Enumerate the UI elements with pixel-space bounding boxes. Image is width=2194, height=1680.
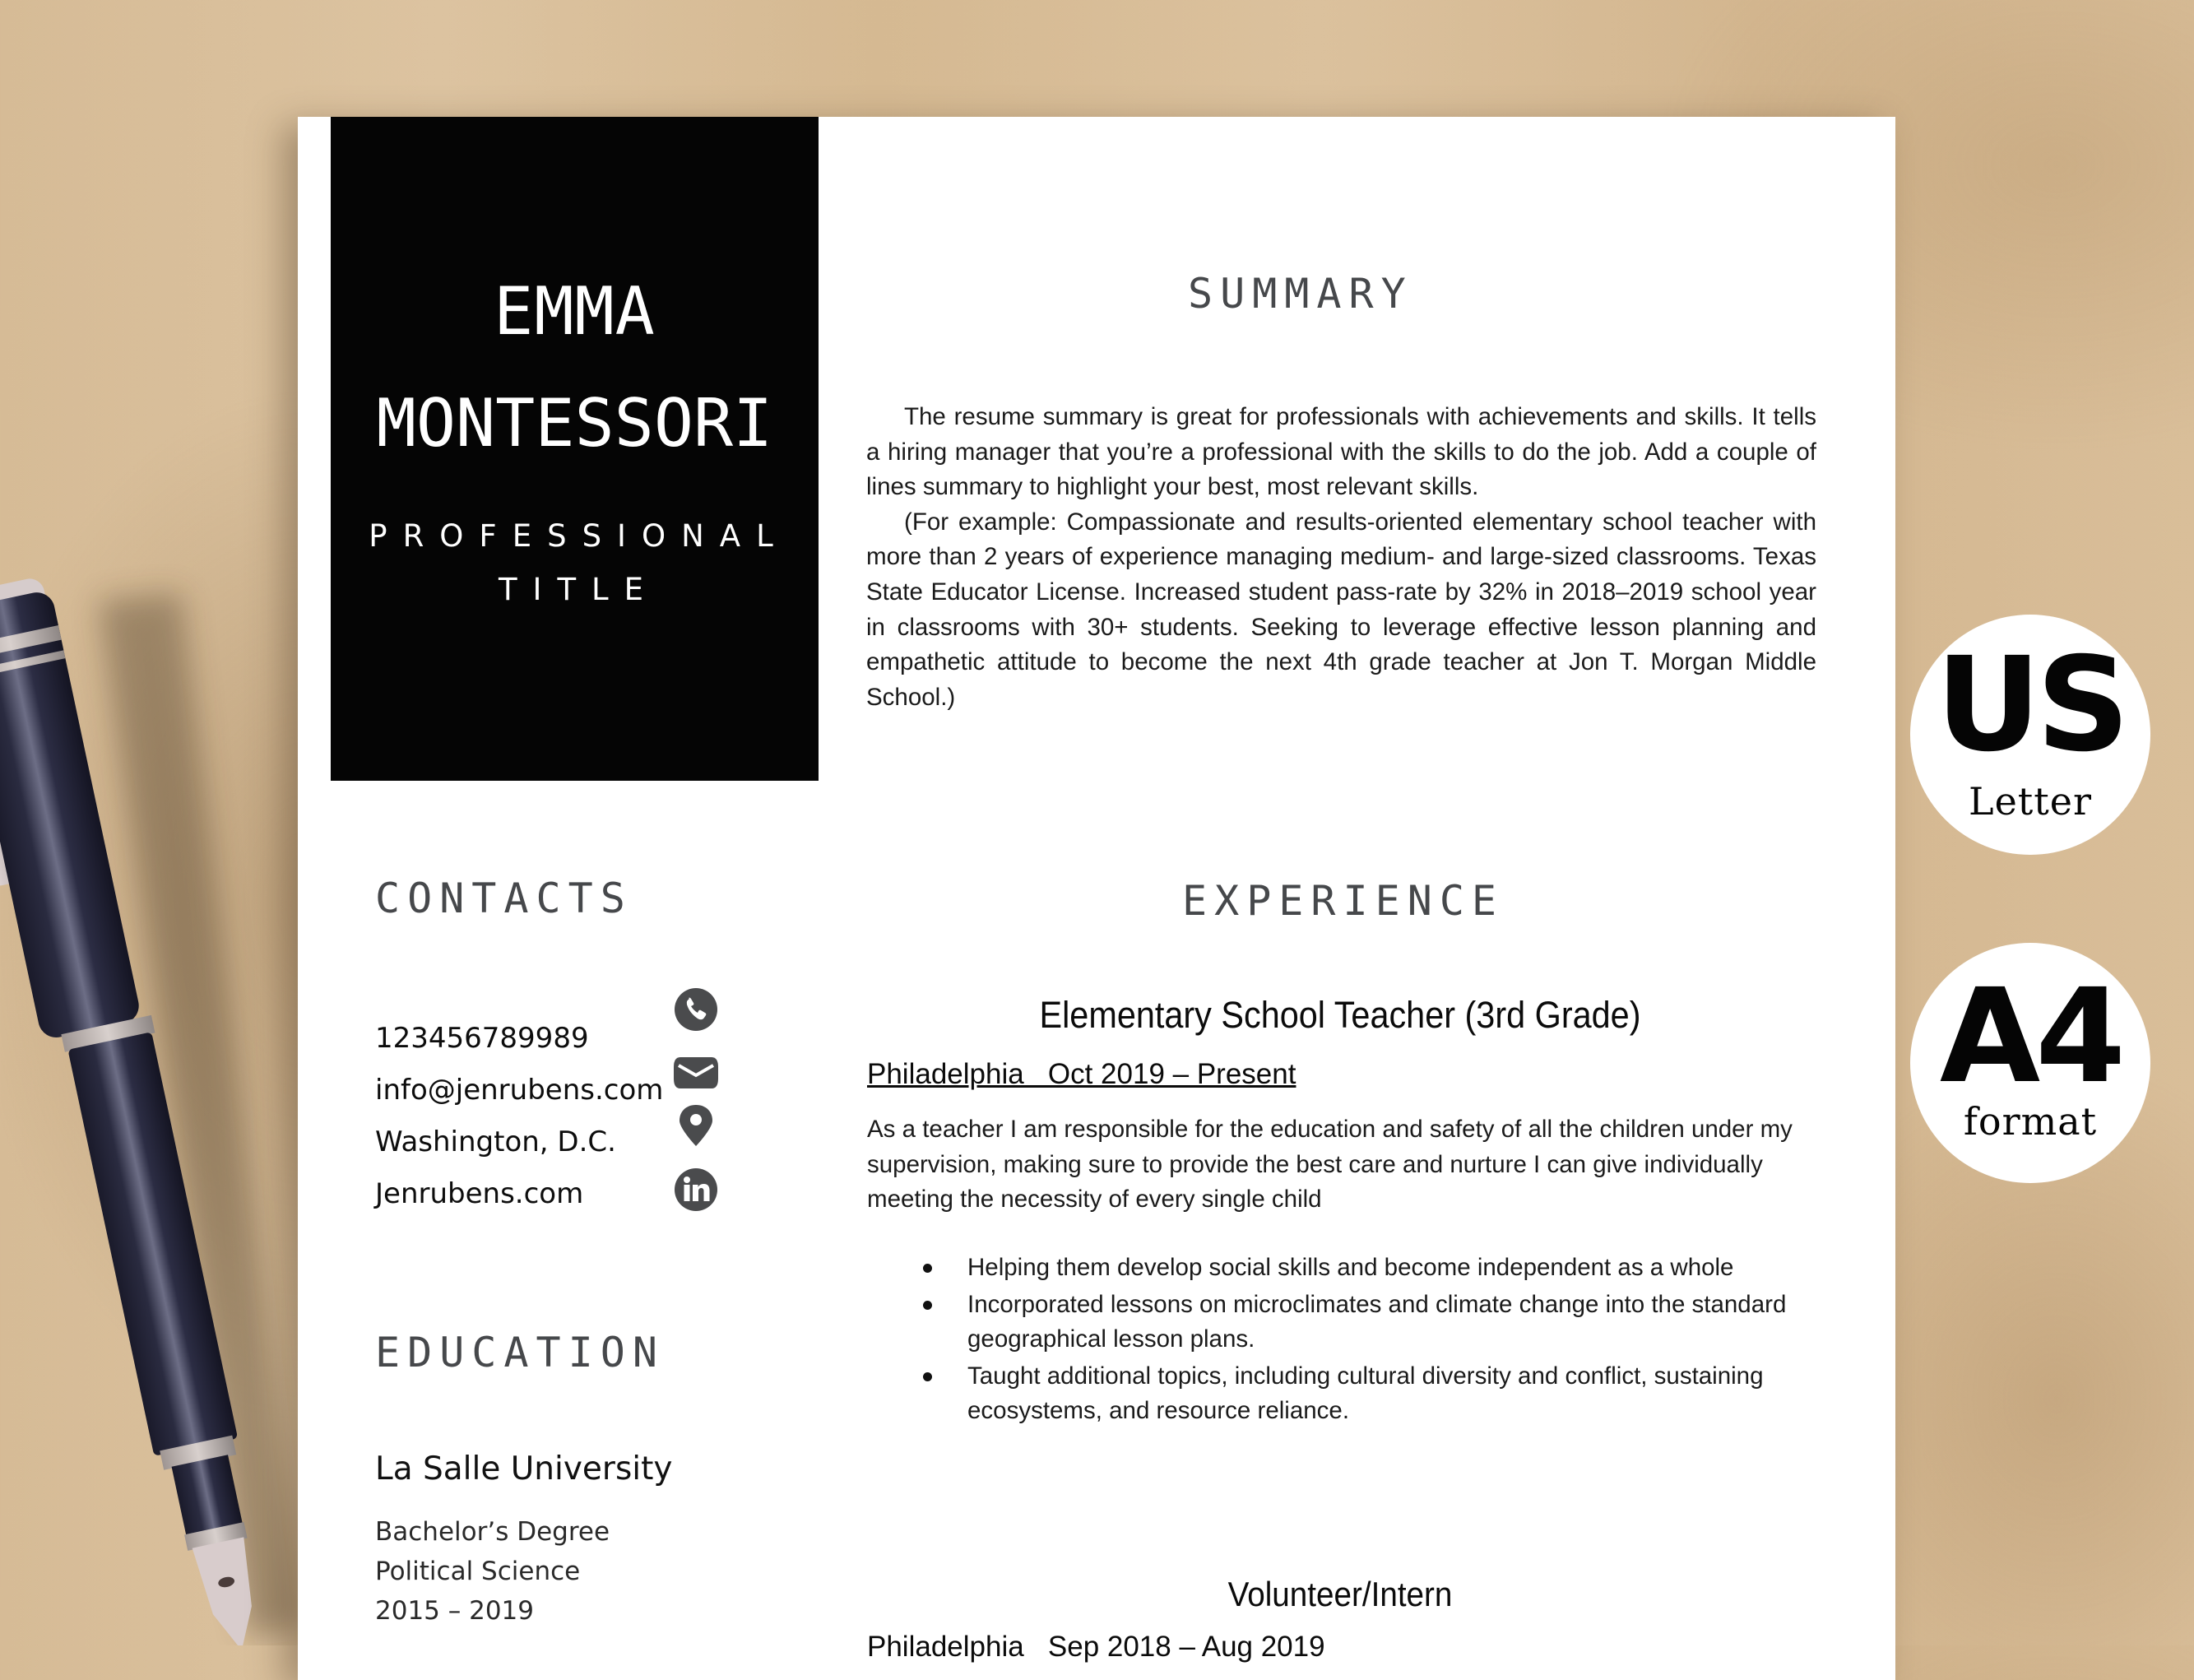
- job-bullet: Helping them develop social skills and become independent as a whole: [923, 1251, 1787, 1286]
- linkedin-icon[interactable]: [674, 1167, 718, 1212]
- contact-website[interactable]: Jenrubens.com: [375, 1177, 584, 1210]
- education-field: Political Science: [375, 1557, 581, 1586]
- contacts-heading: CONTACTS: [375, 875, 633, 922]
- mail-icon: [674, 1051, 718, 1095]
- resume-page: [298, 117, 1895, 1680]
- fountain-pen-illustration: [0, 0, 346, 1645]
- phone-icon: [674, 987, 718, 1032]
- contact-email[interactable]: info@jenrubens.com: [375, 1074, 664, 1107]
- job-bullet: Taught additional topics, including cultural diversity and conflict, sustaining ecosystems, and resource reliance.: [923, 1359, 1787, 1429]
- badge-big-text: A4: [1939, 961, 2122, 1112]
- badge-big-text: US: [1935, 629, 2126, 781]
- professional-title-line-2: TITLE: [498, 572, 660, 607]
- summary-body: [866, 400, 1816, 715]
- summary-paragraph: (For example: Compassionate and results-oriented elementary school teacher with more than 2 years of experience managing medium- and large-sized classrooms. Texas State Educator License. Increased student pass-rate by 32% in 2018–2019 school year in classrooms with 30+ students. Seeking to leverage effective lesson planning and empathetic attitude to become the next 4th grade teacher at Jon T. Morgan Middle School.): [866, 508, 1816, 711]
- job-title: Volunteer/Intern: [1227, 1575, 1453, 1613]
- experience-heading: EXPERIENCE: [1182, 877, 1505, 925]
- bullet-icon: [923, 1264, 932, 1273]
- last-name: MONTESSORI: [376, 385, 773, 462]
- job-bullet: Incorporated lessons on microclimates and climate change into the standard geographical lesson plans.: [923, 1288, 1787, 1357]
- bullet-icon: [923, 1301, 932, 1310]
- summary-heading: SUMMARY: [1188, 270, 1413, 318]
- education-years: 2015 – 2019: [375, 1596, 534, 1626]
- badge-small-text: format: [1963, 1099, 2098, 1144]
- job-location-dates: Philadelphia Oct 2019 – Present: [867, 1058, 1296, 1090]
- summary-paragraph: The resume summary is great for professionals with achievements and skills. It tells a hiring manager that you’re a professional with the skills to do the job. Add a couple of lines summary to highlight your best, most relevant skills.: [866, 403, 1816, 501]
- education-heading: EDUCATION: [375, 1329, 665, 1376]
- education-degree: Bachelor’s Degree: [375, 1517, 610, 1547]
- name-header-block: [331, 117, 819, 781]
- job-bullet-list: [923, 1251, 1787, 1431]
- badge-small-text: Letter: [1969, 779, 2092, 824]
- location-pin-icon: [674, 1103, 718, 1148]
- first-name: EMMA: [494, 273, 656, 350]
- a4-format-badge: [1910, 943, 2150, 1183]
- contact-phone: 123456789989: [375, 1022, 589, 1055]
- job-description: As a teacher I am responsible for the education and safety of all the children under my supervision, making sure to provide the best care and nurture I can give individually meeting the necessity of every single child: [867, 1116, 1793, 1214]
- job-title: Elementary School Teacher (3rd Grade): [1039, 994, 1641, 1036]
- job-location-dates: Philadelphia Sep 2018 – Aug 2019: [867, 1631, 1325, 1663]
- bullet-icon: [923, 1372, 932, 1381]
- contact-location: Washington, D.C.: [375, 1125, 616, 1158]
- education-school: La Salle University: [375, 1450, 673, 1487]
- us-letter-badge: [1910, 615, 2150, 855]
- professional-title-line-1: PROFESSIONAL: [369, 518, 789, 554]
